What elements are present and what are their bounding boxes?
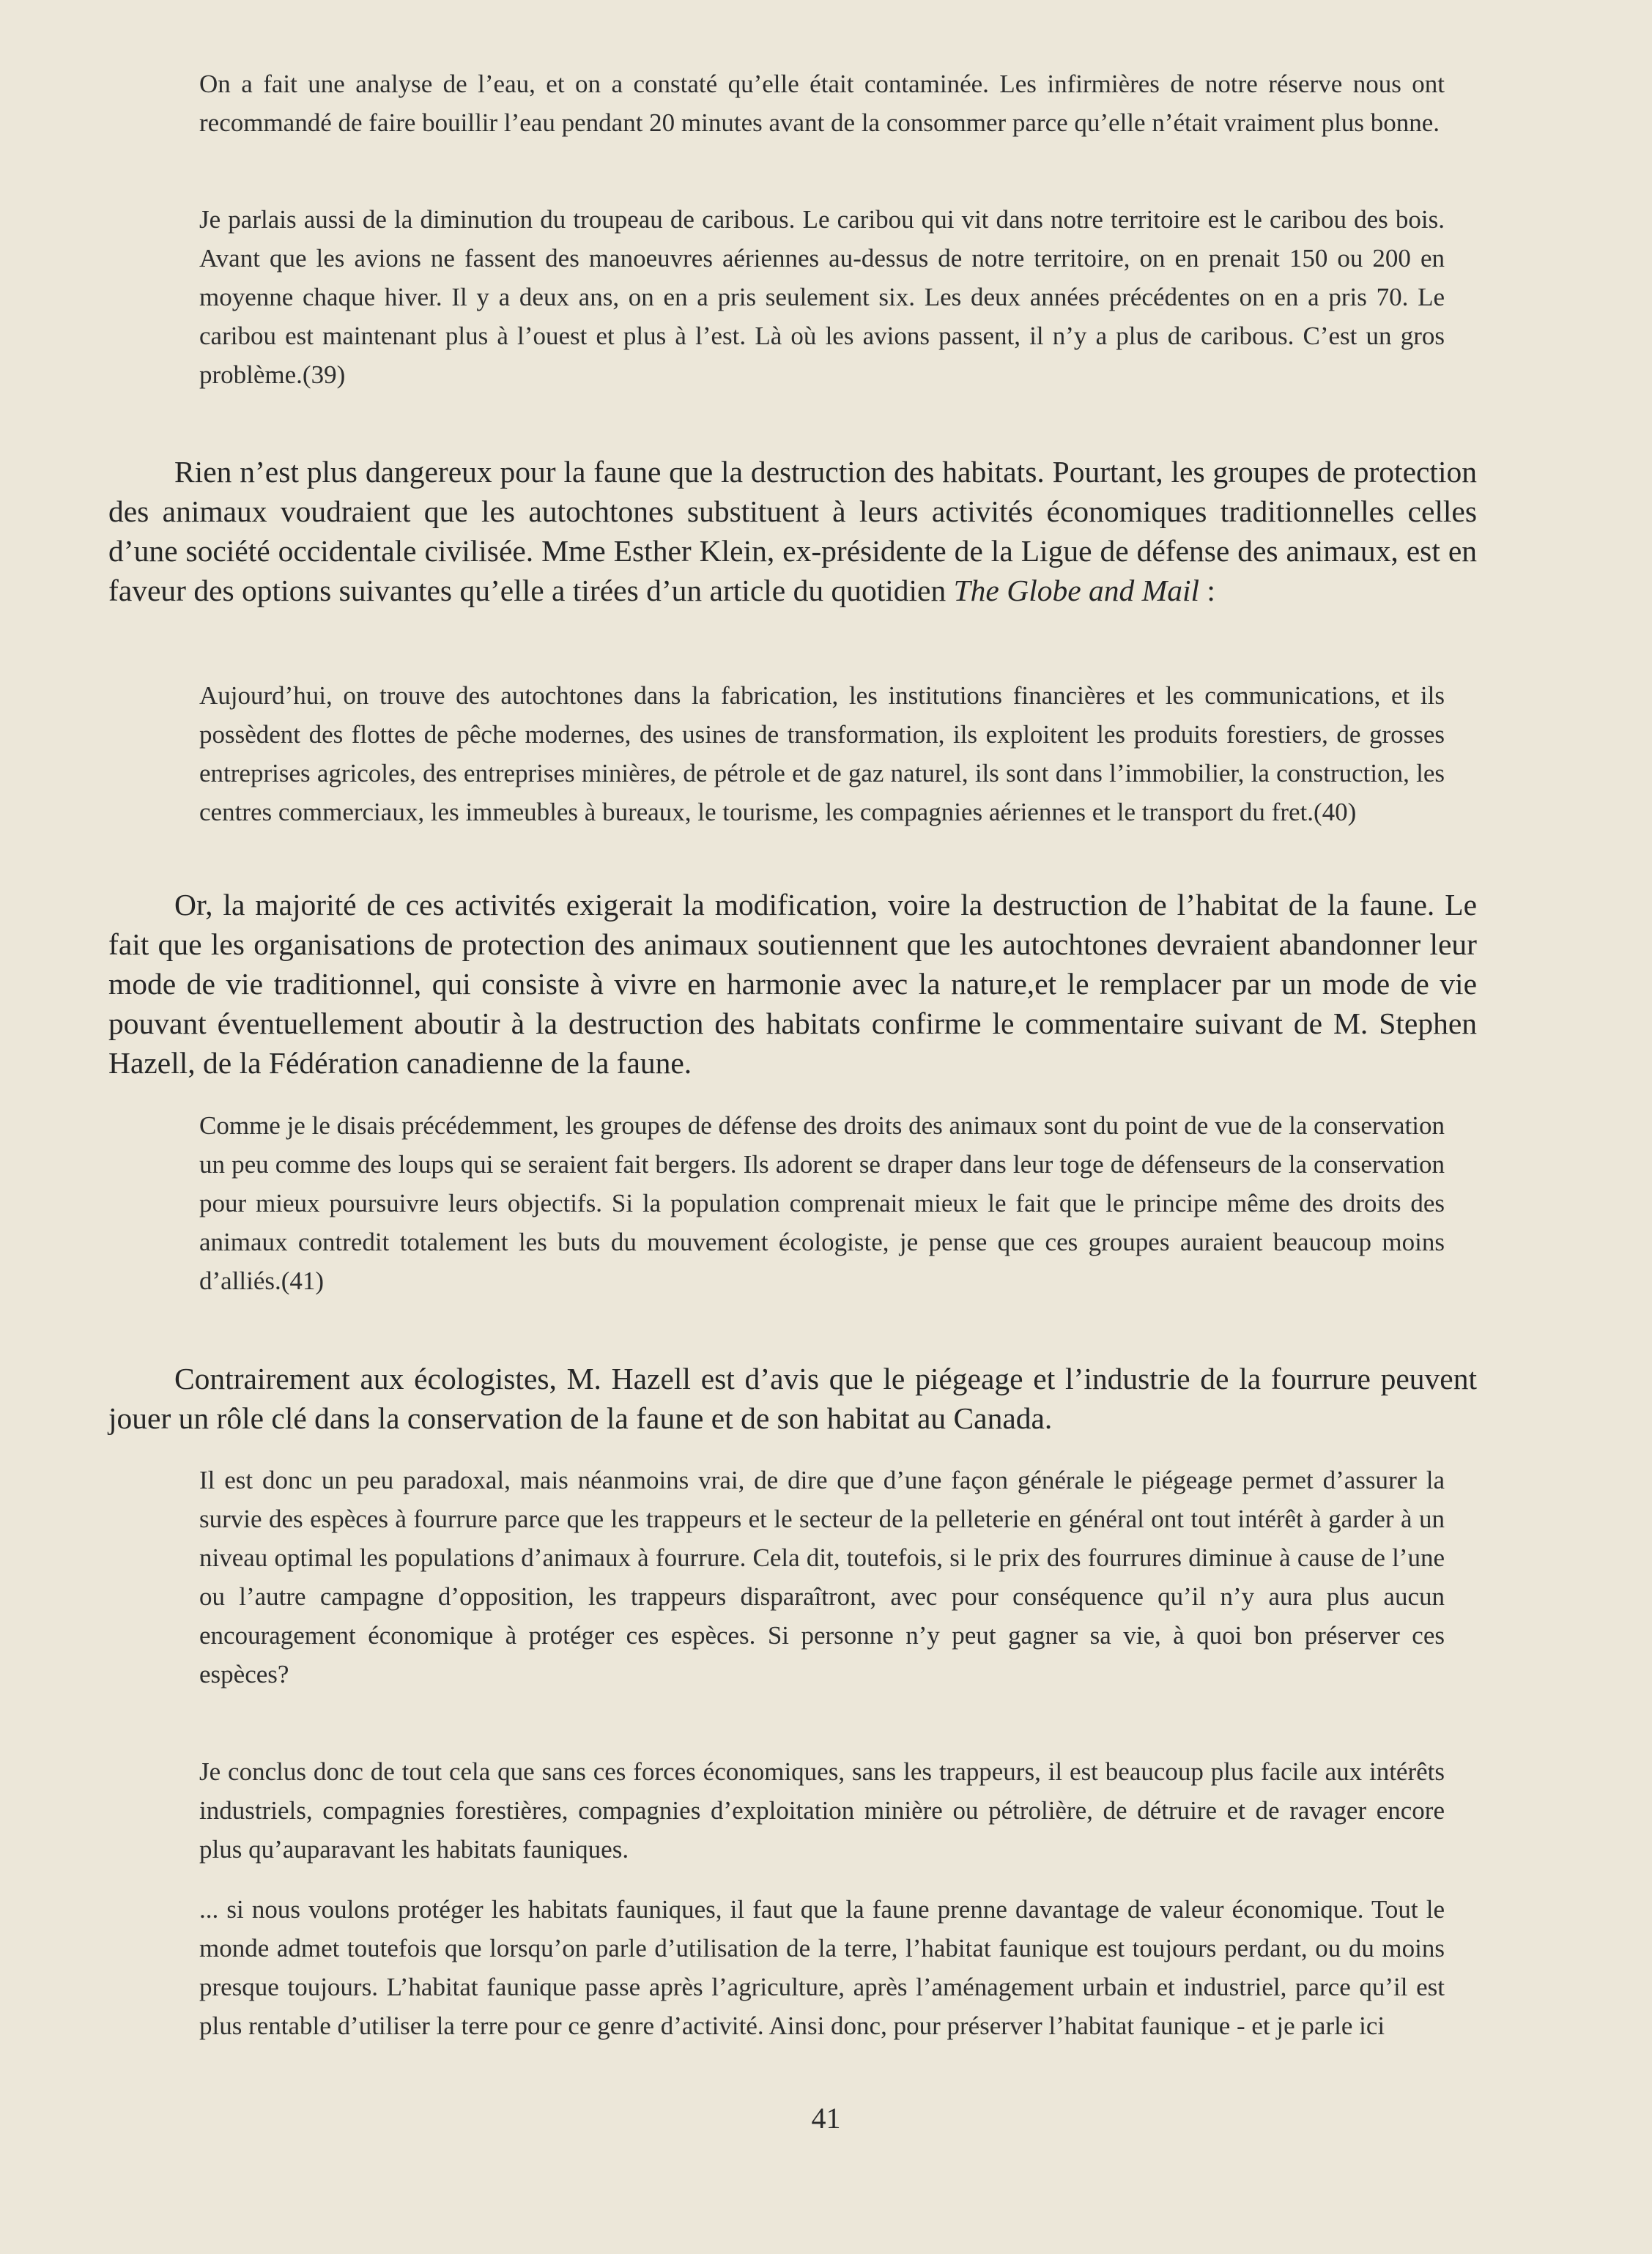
paragraph-economic-activities: Or, la majorité de ces activités exigerait la modification, voire la destruction de l’habitat de la faune. Le fait que les organisations de protection des animaux soutiennent que les autochtones devraient abandonner leur mode de vie traditionnel, qui consiste à vivre en harmonie avec la nature,et le remplacer par un mode de vie pouvant éventuellement aboutir à la destruction des habitats confirme le commentaire suivant de M. Stephen Hazell, de la Fédération canadienne de la faune. xyxy=(108,888,1477,1080)
page-number: 41 xyxy=(811,2102,841,2135)
newspaper-title: The Globe and Mail xyxy=(953,574,1200,607)
paragraph-hazell-opinion: Contrairement aux écologistes, M. Hazell est d’avis que le piégeage et l’industrie de la fourrure peuvent jouer un rôle clé dans la conservation de la faune et de son habitat au Canada. xyxy=(108,1362,1477,1435)
quote-water-contamination: On a fait une analyse de l’eau, et on a constaté qu’elle était contaminée. Les infirmières de notre réserve nous ont recommandé de faire bouillir l’eau pendant 20 minutes avant de la consommer parce qu’elle n’était vraiment plus bonne. xyxy=(199,70,1445,137)
quote-habitat-value: ... si nous voulons protéger les habitats fauniques, il faut que la faune prenne davantage de valeur économique. Tout le monde admet toutefois que lorsqu’on parle d’utilisation de la terre, l’habitat faunique est toujours perdant, ou du moins presque toujours. L’habitat faunique passe après l’agriculture, après l’aménagement urbain et industriel, parce qu’il est plus rentable d’utiliser la terre pour ce genre d’activité. Ainsi donc, pour préserver l’habitat faunique - et je parle ici xyxy=(199,1895,1445,2040)
paragraph-habitat-destruction xyxy=(108,452,1477,610)
paragraph-habitat-destruction-colon: : xyxy=(1199,574,1215,607)
quote-economic-forces: Je conclus donc de tout cela que sans ces forces économiques, sans les trappeurs, il est beaucoup plus facile aux intérêts industriels, compagnies forestières, compagnies d’exploitation minière ou pétrolière, de détruire et de ravager encore plus qu’auparavant les habitats fauniques. xyxy=(199,1757,1445,1864)
quote-hazell-wolves: Comme je le disais précédemment, les groupes de défense des droits des animaux sont du point de vue de la conservation un peu comme des loups qui se seraient fait bergers. Ils adorent se draper dans leur toge de défenseurs de la conservation pour mieux poursuivre leurs objectifs. Si la population comprenait mieux le fait que le principe même des droits des animaux contredit totalement les buts du mouvement écologiste, je pense que ces groupes auraient beaucoup moins d’alliés.(41) xyxy=(199,1111,1445,1295)
quote-trapping-paradox: Il est donc un peu paradoxal, mais néanmoins vrai, de dire que d’une façon générale le piégeage permet d’assurer la survie des espèces à fourrure parce que les trappeurs et le secteur de la pelleterie en général ont tout intérêt à garder à un niveau optimal les populations d’animaux à fourrure. Cela dit, toutefois, si le prix des fourrures diminue à cause de l’une ou l’autre campagne d’opposition, les trappeurs disparaîtront, avec pour conséquence qu’il n’y aura plus aucun encouragement économique à protéger ces espèces. Si personne n’y peut gagner sa vie, à quoi bon préserver ces espèces? xyxy=(199,1466,1445,1688)
quote-caribou-decline: Je parlais aussi de la diminution du troupeau de caribous. Le caribou qui vit dans notre territoire est le caribou des bois. Avant que les avions ne fassent des manoeuvres aériennes au-dessus de notre territoire, on en prenait 150 ou 200 en moyenne chaque hiver. Il y a deux ans, on en a pris seulement six. Les deux années précédentes on en a pris 70. Le caribou est maintenant plus à l’ouest et plus à l’est. Là où les avions passent, il n’y a plus de caribous. C’est un gros problème.(39) xyxy=(199,205,1445,389)
paragraph-habitat-destruction-text: Rien n’est plus dangereux pour la faune que la destruction des habitats. Pourtant, les groupes de protection des animaux voudraient que les autochtones substituent à leurs activités économiques traditionnelles celles d’une société occidentale civilisée. Mme Esther Klein, ex-présidente de la Ligue de défense des animaux, est en faveur des options suivantes qu’elle a tirées d’un article du quotidien xyxy=(108,455,1477,607)
quote-globe-and-mail: Aujourd’hui, on trouve des autochtones dans la fabrication, les institutions financières et les communications, et ils possèdent des flottes de pêche modernes, des usines de transformation, ils exploitent les produits forestiers, de grosses entreprises agricoles, des entreprises minières, de pétrole et de gaz naturel, ils sont dans l’immobilier, la construction, les centres commerciaux, les immeubles à bureaux, le tourisme, les compagnies aériennes et le transport du fret.(40) xyxy=(199,681,1445,826)
